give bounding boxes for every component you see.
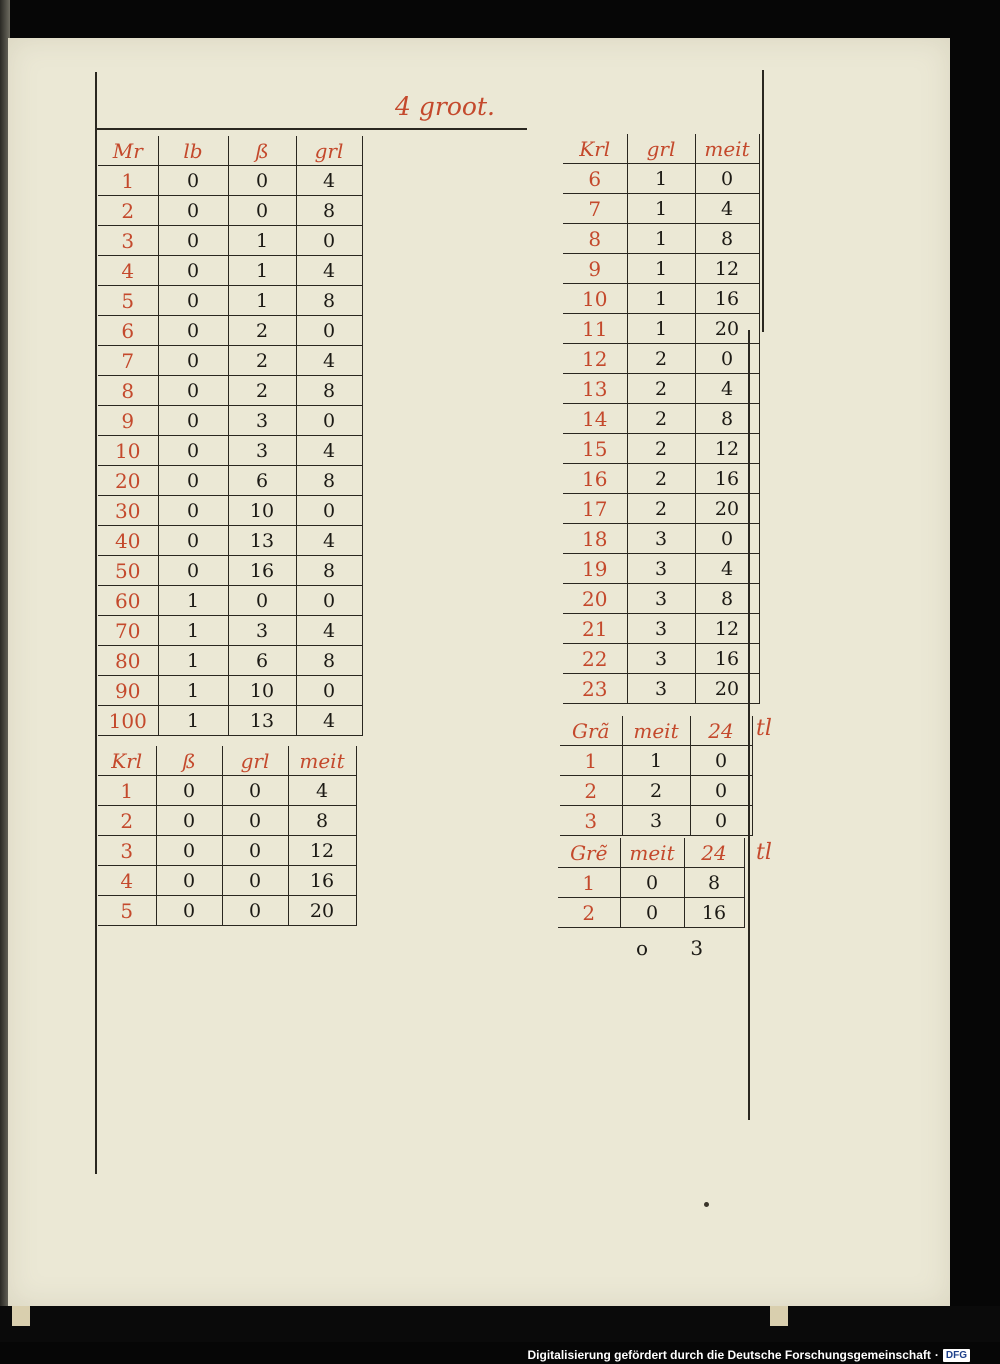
value-cell: 0 bbox=[620, 898, 684, 928]
value-cell: 0 bbox=[156, 896, 222, 926]
value-cell: 20 bbox=[695, 314, 759, 344]
table-row bbox=[98, 776, 356, 806]
value-cell: 13 bbox=[228, 706, 296, 736]
row-key-cell: 14 bbox=[563, 404, 627, 434]
value-cell: 1 bbox=[158, 706, 228, 736]
value-cell: 3 bbox=[622, 806, 690, 836]
value-cell: 8 bbox=[695, 224, 759, 254]
table-row bbox=[563, 194, 759, 224]
value-cell: 0 bbox=[695, 524, 759, 554]
value-cell: 6 bbox=[228, 646, 296, 676]
value-cell: 16 bbox=[695, 284, 759, 314]
value-cell: 0 bbox=[158, 376, 228, 406]
value-cell: 3 bbox=[627, 674, 695, 704]
column-header: Mr bbox=[98, 136, 158, 166]
table-row bbox=[563, 254, 759, 284]
value-cell: 8 bbox=[695, 584, 759, 614]
value-cell: 0 bbox=[690, 776, 752, 806]
row-key-cell: 12 bbox=[563, 344, 627, 374]
value-cell: 0 bbox=[156, 776, 222, 806]
value-cell: 1 bbox=[228, 286, 296, 316]
column-header: 24 bbox=[690, 716, 752, 746]
value-cell: 2 bbox=[228, 316, 296, 346]
value-cell: 0 bbox=[296, 676, 362, 706]
row-key-cell: 10 bbox=[563, 284, 627, 314]
value-cell: 20 bbox=[695, 674, 759, 704]
row-key-cell: 7 bbox=[563, 194, 627, 224]
row-key-cell: 1 bbox=[560, 746, 622, 776]
value-cell: 0 bbox=[158, 316, 228, 346]
value-cell: 16 bbox=[695, 464, 759, 494]
table-row bbox=[98, 466, 362, 496]
table-row bbox=[563, 644, 759, 674]
value-cell: 0 bbox=[158, 166, 228, 196]
value-cell: 0 bbox=[695, 344, 759, 374]
table-row bbox=[98, 376, 362, 406]
value-cell: 2 bbox=[622, 776, 690, 806]
table-gra-suffix: tl bbox=[756, 716, 772, 741]
value-cell: 20 bbox=[695, 494, 759, 524]
value-cell: 0 bbox=[695, 164, 759, 194]
value-cell: 1 bbox=[627, 284, 695, 314]
table-row bbox=[560, 806, 752, 836]
value-cell: 6 bbox=[228, 466, 296, 496]
right-margin-rule bbox=[762, 70, 764, 332]
table-row bbox=[98, 286, 362, 316]
column-header: grl bbox=[627, 134, 695, 164]
column-header: ß bbox=[156, 746, 222, 776]
value-cell: 8 bbox=[296, 286, 362, 316]
table-row bbox=[563, 224, 759, 254]
value-cell: 0 bbox=[158, 346, 228, 376]
value-cell: 3 bbox=[627, 584, 695, 614]
value-cell: 1 bbox=[228, 256, 296, 286]
table-row bbox=[98, 526, 362, 556]
row-key-cell: 1 bbox=[98, 166, 158, 196]
value-cell: 0 bbox=[158, 526, 228, 556]
row-key-cell: 40 bbox=[98, 526, 158, 556]
table-row bbox=[560, 776, 752, 806]
value-cell: 12 bbox=[695, 614, 759, 644]
value-cell: 4 bbox=[296, 346, 362, 376]
value-cell: 2 bbox=[627, 434, 695, 464]
table-row bbox=[98, 316, 362, 346]
value-cell: 2 bbox=[627, 344, 695, 374]
value-cell: 0 bbox=[158, 226, 228, 256]
value-cell: 4 bbox=[296, 166, 362, 196]
value-cell: 20 bbox=[288, 896, 356, 926]
table-gre-suffix: tl bbox=[756, 840, 772, 865]
value-cell: 2 bbox=[627, 374, 695, 404]
table-row bbox=[98, 866, 356, 896]
row-key-cell: 70 bbox=[98, 616, 158, 646]
table-row bbox=[558, 868, 744, 898]
column-header: meit bbox=[622, 716, 690, 746]
table-row bbox=[560, 746, 752, 776]
row-key-cell: 60 bbox=[98, 586, 158, 616]
column-header: meit bbox=[620, 838, 684, 868]
heading-rule bbox=[97, 128, 527, 130]
table-header-row bbox=[98, 136, 362, 166]
value-cell: 8 bbox=[288, 806, 356, 836]
table-row bbox=[98, 166, 362, 196]
table-row bbox=[98, 806, 356, 836]
value-cell: 3 bbox=[627, 524, 695, 554]
row-key-cell: 80 bbox=[98, 646, 158, 676]
value-cell: 0 bbox=[222, 836, 288, 866]
value-cell: 8 bbox=[296, 556, 362, 586]
column-header: Krl bbox=[563, 134, 627, 164]
value-cell: 0 bbox=[296, 226, 362, 256]
column-header: grl bbox=[296, 136, 362, 166]
value-cell: 1 bbox=[158, 616, 228, 646]
row-key-cell: 9 bbox=[98, 406, 158, 436]
value-cell: 0 bbox=[158, 436, 228, 466]
value-cell: 8 bbox=[684, 868, 744, 898]
row-key-cell: 3 bbox=[98, 226, 158, 256]
value-cell: 0 bbox=[620, 868, 684, 898]
value-cell: 2 bbox=[627, 464, 695, 494]
value-cell: 8 bbox=[296, 376, 362, 406]
table-row bbox=[563, 164, 759, 194]
row-key-cell: 6 bbox=[563, 164, 627, 194]
table-row bbox=[98, 616, 362, 646]
value-cell: 1 bbox=[627, 224, 695, 254]
row-key-cell: 19 bbox=[563, 554, 627, 584]
row-key-cell: 17 bbox=[563, 494, 627, 524]
row-key-cell: 22 bbox=[563, 644, 627, 674]
row-key-cell: 10 bbox=[98, 436, 158, 466]
value-cell: 0 bbox=[222, 806, 288, 836]
table-row bbox=[563, 614, 759, 644]
row-key-cell: 2 bbox=[98, 806, 156, 836]
value-cell: 1 bbox=[627, 164, 695, 194]
row-key-cell: 5 bbox=[98, 286, 158, 316]
table-row bbox=[563, 314, 759, 344]
table-row bbox=[563, 494, 759, 524]
table-row bbox=[98, 896, 356, 926]
table-row bbox=[98, 836, 356, 866]
digitization-credit bbox=[527, 1347, 970, 1363]
credit-text: Digitalisierung gefördert durch die Deutsche Forschungsgemeinschaft bbox=[527, 1348, 931, 1362]
row-key-cell: 23 bbox=[563, 674, 627, 704]
row-key-cell: 18 bbox=[563, 524, 627, 554]
row-key-cell: 4 bbox=[98, 256, 158, 286]
conversion-table-krl-left bbox=[98, 746, 357, 926]
value-cell: 2 bbox=[627, 404, 695, 434]
value-cell: 12 bbox=[695, 434, 759, 464]
value-cell: 0 bbox=[158, 496, 228, 526]
row-key-cell: 100 bbox=[98, 706, 158, 736]
row-key-cell: 2 bbox=[560, 776, 622, 806]
column-header: Krl bbox=[98, 746, 156, 776]
conversion-table-marks bbox=[98, 136, 363, 736]
table-row bbox=[98, 346, 362, 376]
row-key-cell: 13 bbox=[563, 374, 627, 404]
value-cell: 8 bbox=[695, 404, 759, 434]
row-key-cell: 6 bbox=[98, 316, 158, 346]
column-header: lb bbox=[158, 136, 228, 166]
value-cell: 1 bbox=[627, 254, 695, 284]
row-key-cell: 8 bbox=[98, 376, 158, 406]
value-cell: 0 bbox=[296, 316, 362, 346]
left-margin-rule bbox=[95, 72, 97, 1174]
column-header: Grã bbox=[560, 716, 622, 746]
row-key-cell: 7 bbox=[98, 346, 158, 376]
row-key-cell: 30 bbox=[98, 496, 158, 526]
table-row bbox=[563, 554, 759, 584]
column-header: ß bbox=[228, 136, 296, 166]
column-header: Grẽ bbox=[558, 838, 620, 868]
value-cell: 4 bbox=[296, 706, 362, 736]
value-cell: 16 bbox=[228, 556, 296, 586]
table-row bbox=[98, 256, 362, 286]
value-cell: 3 bbox=[627, 614, 695, 644]
value-cell: 16 bbox=[684, 898, 744, 928]
column-header: grl bbox=[222, 746, 288, 776]
value-cell: 4 bbox=[296, 526, 362, 556]
value-cell: 12 bbox=[695, 254, 759, 284]
table-row bbox=[563, 674, 759, 704]
value-cell: 0 bbox=[222, 776, 288, 806]
table-header-row bbox=[98, 746, 356, 776]
value-cell: 1 bbox=[627, 194, 695, 224]
value-cell: 0 bbox=[296, 406, 362, 436]
value-cell: 8 bbox=[296, 466, 362, 496]
table-row bbox=[98, 436, 362, 466]
table-row bbox=[563, 524, 759, 554]
row-key-cell: 2 bbox=[558, 898, 620, 928]
value-cell: 2 bbox=[627, 494, 695, 524]
value-cell: 4 bbox=[296, 436, 362, 466]
credit-separator: · bbox=[934, 1348, 939, 1362]
value-cell: 0 bbox=[158, 196, 228, 226]
row-key-cell: 8 bbox=[563, 224, 627, 254]
row-key-cell: 3 bbox=[98, 836, 156, 866]
table-row bbox=[563, 284, 759, 314]
row-key-cell: 2 bbox=[98, 196, 158, 226]
value-cell: 8 bbox=[296, 196, 362, 226]
value-cell: 0 bbox=[690, 806, 752, 836]
value-cell: 1 bbox=[627, 314, 695, 344]
paper-speck bbox=[704, 1202, 709, 1207]
value-cell: 3 bbox=[627, 644, 695, 674]
row-key-cell: 21 bbox=[563, 614, 627, 644]
row-key-cell: 50 bbox=[98, 556, 158, 586]
table-row bbox=[98, 406, 362, 436]
table-row bbox=[98, 706, 362, 736]
value-cell: 4 bbox=[695, 374, 759, 404]
table-row bbox=[98, 196, 362, 226]
value-cell: 8 bbox=[296, 646, 362, 676]
conversion-table-krl-right bbox=[563, 134, 760, 704]
table-row bbox=[98, 586, 362, 616]
row-key-cell: 1 bbox=[558, 868, 620, 898]
value-cell: 10 bbox=[228, 676, 296, 706]
value-cell: 2 bbox=[228, 376, 296, 406]
row-key-cell: 20 bbox=[563, 584, 627, 614]
table-row bbox=[98, 556, 362, 586]
value-cell: 0 bbox=[222, 896, 288, 926]
conversion-table-gra bbox=[560, 716, 753, 836]
value-cell: 16 bbox=[288, 866, 356, 896]
row-key-cell: 15 bbox=[563, 434, 627, 464]
value-cell: 0 bbox=[156, 866, 222, 896]
table-row bbox=[558, 898, 744, 928]
value-cell: 13 bbox=[228, 526, 296, 556]
page-heading: 4 groot. bbox=[395, 92, 495, 121]
table-row bbox=[563, 344, 759, 374]
value-cell: 4 bbox=[296, 256, 362, 286]
value-cell: 1 bbox=[158, 646, 228, 676]
value-cell: 0 bbox=[156, 806, 222, 836]
conversion-table-gre bbox=[558, 838, 745, 928]
value-cell: 4 bbox=[695, 554, 759, 584]
value-cell: 4 bbox=[288, 776, 356, 806]
value-cell: 16 bbox=[695, 644, 759, 674]
scan-background bbox=[0, 1306, 1000, 1342]
table-row bbox=[98, 676, 362, 706]
value-cell: 0 bbox=[158, 286, 228, 316]
table-row bbox=[563, 464, 759, 494]
value-cell: 0 bbox=[228, 586, 296, 616]
row-key-cell: 4 bbox=[98, 866, 156, 896]
row-key-cell: 1 bbox=[98, 776, 156, 806]
value-cell: 0 bbox=[158, 406, 228, 436]
signature-mark: o 3 bbox=[636, 936, 722, 960]
value-cell: 0 bbox=[158, 256, 228, 286]
row-key-cell: 11 bbox=[563, 314, 627, 344]
value-cell: 0 bbox=[228, 166, 296, 196]
value-cell: 0 bbox=[228, 196, 296, 226]
row-key-cell: 20 bbox=[98, 466, 158, 496]
page-tab bbox=[12, 1306, 30, 1326]
value-cell: 0 bbox=[158, 556, 228, 586]
value-cell: 1 bbox=[158, 586, 228, 616]
table-row bbox=[563, 584, 759, 614]
table-row bbox=[563, 434, 759, 464]
value-cell: 4 bbox=[296, 616, 362, 646]
table-row bbox=[563, 404, 759, 434]
value-cell: 0 bbox=[296, 586, 362, 616]
value-cell: 1 bbox=[622, 746, 690, 776]
value-cell: 3 bbox=[228, 436, 296, 466]
value-cell: 0 bbox=[222, 866, 288, 896]
value-cell: 0 bbox=[690, 746, 752, 776]
table-header-row bbox=[558, 838, 744, 868]
value-cell: 10 bbox=[228, 496, 296, 526]
value-cell: 0 bbox=[158, 466, 228, 496]
value-cell: 2 bbox=[228, 346, 296, 376]
row-key-cell: 9 bbox=[563, 254, 627, 284]
value-cell: 1 bbox=[228, 226, 296, 256]
page-tab bbox=[770, 1306, 788, 1326]
row-key-cell: 16 bbox=[563, 464, 627, 494]
table-row bbox=[98, 496, 362, 526]
row-key-cell: 5 bbox=[98, 896, 156, 926]
table-header-row bbox=[563, 134, 759, 164]
value-cell: 1 bbox=[158, 676, 228, 706]
value-cell: 0 bbox=[156, 836, 222, 866]
table-header-row bbox=[560, 716, 752, 746]
column-header: 24 bbox=[684, 838, 744, 868]
row-key-cell: 3 bbox=[560, 806, 622, 836]
column-header: meit bbox=[288, 746, 356, 776]
value-cell: 0 bbox=[296, 496, 362, 526]
table-row bbox=[563, 374, 759, 404]
value-cell: 12 bbox=[288, 836, 356, 866]
value-cell: 3 bbox=[228, 616, 296, 646]
row-key-cell: 90 bbox=[98, 676, 158, 706]
column-header: meit bbox=[695, 134, 759, 164]
table-row bbox=[98, 226, 362, 256]
dfg-logo: DFG bbox=[943, 1349, 970, 1362]
value-cell: 4 bbox=[695, 194, 759, 224]
value-cell: 3 bbox=[228, 406, 296, 436]
table-row bbox=[98, 646, 362, 676]
value-cell: 3 bbox=[627, 554, 695, 584]
